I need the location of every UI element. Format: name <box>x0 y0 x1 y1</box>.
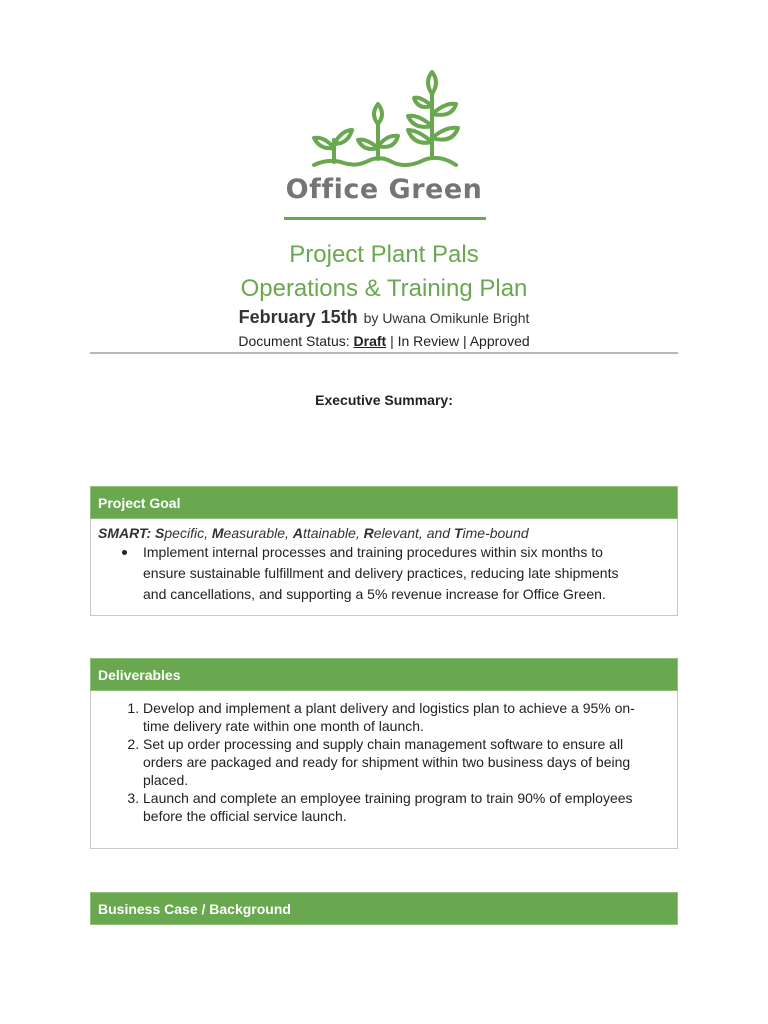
goal-line: and cancellations, and supporting a 5% revenue increase for Office Green. <box>143 586 606 602</box>
project-goal-body <box>90 519 678 616</box>
smart-initial-m: M <box>211 525 224 541</box>
smart-prefix: SMART: <box>98 525 156 541</box>
deliverable-line: orders are packaged and ready for shipment within two business days of being <box>143 754 631 770</box>
office-green-logo <box>284 66 488 224</box>
status-other-options: | In Review | Approved <box>386 333 530 349</box>
status-label: Document Status: <box>238 333 354 349</box>
business-case-section <box>90 892 678 925</box>
deliverable-item <box>143 789 671 825</box>
document-date: February 15th <box>238 307 358 327</box>
document-title-line-1: Project Plant Pals <box>289 241 479 268</box>
status-draft: Draft <box>353 333 387 349</box>
deliverable-line: time delivery rate within one month of launch. <box>143 718 424 734</box>
goal-list <box>98 542 669 605</box>
deliverable-line: placed. <box>143 772 189 788</box>
goal-bullet <box>143 542 669 605</box>
logo-wordmark: Office Green <box>285 174 483 205</box>
smart-rest-m: easurable, <box>223 525 293 541</box>
deliverable-line: before the official service launch. <box>143 808 347 824</box>
deliverables-section <box>90 658 678 849</box>
executive-summary-heading: Executive Summary: <box>315 392 453 408</box>
document-title-line-2: Operations & Training Plan <box>240 275 528 302</box>
deliverable-line: 1. Develop and implement a plant delivery and logistics plan to achieve a 95% on- <box>143 700 635 716</box>
header-divider <box>90 352 678 354</box>
smart-initial-t: T <box>453 525 463 541</box>
deliverables-header: Deliverables <box>90 658 678 691</box>
document-author: by Uwana Omikunle Bright <box>363 310 530 326</box>
deliverable-line: 2. Set up order processing and supply chain management software to ensure all <box>143 736 624 752</box>
project-goal-section <box>90 486 678 616</box>
smart-definition <box>98 524 669 542</box>
business-case-header: Business Case / Background <box>90 892 678 925</box>
smart-initial-r: R <box>363 525 374 541</box>
sprouting-plants-icon <box>284 66 488 176</box>
project-goal-header: Project Goal <box>90 486 678 519</box>
deliverable-item <box>143 735 671 789</box>
smart-initial-a: A <box>292 525 303 541</box>
byline <box>0 307 768 328</box>
smart-initial-s: S <box>155 525 165 541</box>
goal-line: ensure sustainable fulfillment and delivery practices, reducing late shipments <box>143 565 619 581</box>
smart-rest-t: ime-bound <box>462 525 529 541</box>
smart-rest-a: ttainable, <box>302 525 364 541</box>
deliverable-item <box>143 699 671 735</box>
document-status <box>0 333 768 349</box>
goal-line: Implement internal processes and training procedures within six months to <box>143 544 603 560</box>
deliverables-body <box>90 691 678 849</box>
smart-rest-r: elevant, and <box>373 525 454 541</box>
deliverable-line: 3. Launch and complete an employee training program to train 90% of employees <box>143 790 633 806</box>
smart-rest-s: pecific, <box>164 525 212 541</box>
deliverables-list <box>91 699 671 825</box>
logo-underline <box>284 217 486 220</box>
bullet-dot <box>122 550 127 555</box>
